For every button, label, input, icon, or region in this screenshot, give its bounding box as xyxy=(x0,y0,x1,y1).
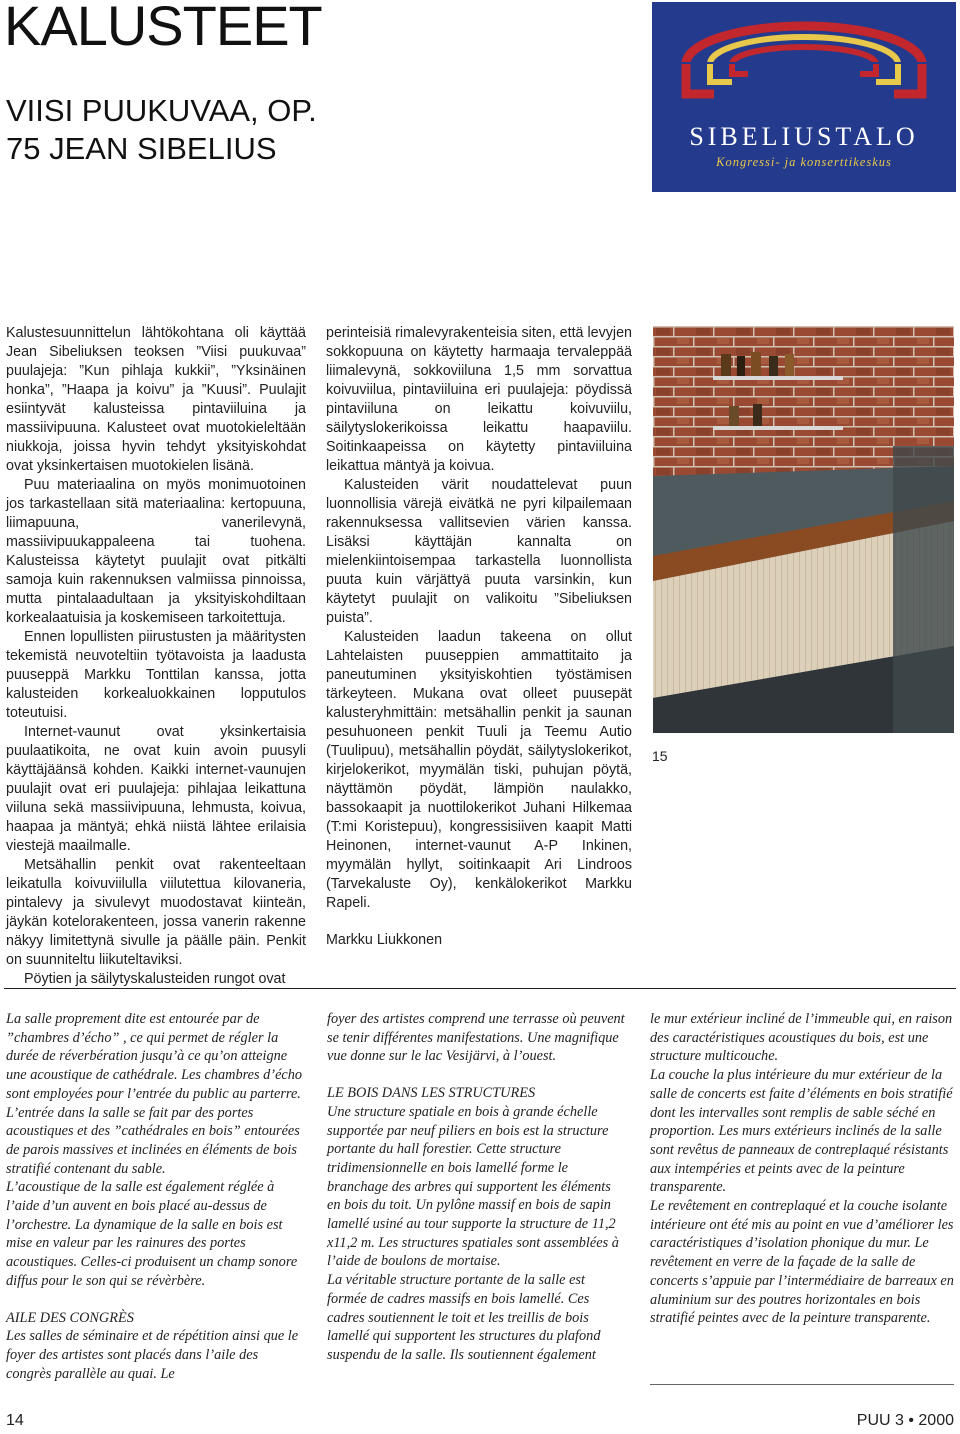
french-summary-column-3 xyxy=(650,1010,956,1328)
sibeliustalo-logo xyxy=(652,2,956,192)
paragraph: le mur extérieur incliné de l’immeuble qui, en raison des caractéristiques acoustiques du bois, est une structure multicouche. xyxy=(650,1011,953,1065)
section-heading: AILE DES CONGRÈS xyxy=(6,1309,134,1326)
page-subtitle: VIISI PUUKUVAA, OP. 75 JEAN SIBELIUS xyxy=(6,93,317,166)
end-rule xyxy=(650,1384,954,1385)
paragraph: Kalusteiden laadun takeena on ollut Lahtelaisten puuseppien ammattitaito ja paneutuminen yksityiskohtien työstämisen tärkeyteen. Mukana ovat olleet puusepät kalusteryhmittäin: metsähallin penkit ja saunan pesuhuoneen penkit Tuuli ja Teemu Autio (Tuulipuu), metsähallin pöydät, säilytyslokerikot, kirjelokerikot, myymälän tiski, puhujan pöytä, näyttämön pöydät, lämpiön naulakko, bassokaapit ja nuottilokerikot Juhani Hilkemaa (T:mi Koristepuu), kongressisiiven kaapit Matti Heinonen, internet-vaunut A-P Inkinen, myymälän hyllyt, soitinkaapit Ari Lindroos (Tarvekaluste Oy), kenkälokerikot Markku Rapeli. xyxy=(326,629,632,911)
publication-info: PUU 3 • 2000 xyxy=(856,1412,954,1429)
paragraph: Le revêtement en contreplaqué et la couche isolante intérieure ont été mis au point en vue d’améliorer les caractéristiques d’isolation phonique du mur. Le revêtement en verre de la façade de la salle de concerts s’appuie par l’intermédiaire de barreaux en aluminium sur des poutres horizontales en bois stratifié peintes avec de la peinture transparente. xyxy=(650,1198,954,1327)
finnish-article-column-2 xyxy=(326,324,632,950)
paragraph: Ennen lopullisten piirustusten ja määritysten tekemistä neuvoteltiin työtavoista ja laadusta puuseppä Markku Tonttilan kanssa, jotta kalusteiden korkealuokkainen lopputulos toteutuisi. xyxy=(6,629,306,721)
paragraph: Internet-vaunut ovat yksinkertaisia puulaatikoita, ne ovat kuin avoin puusyli käyttäjäänsä kohden. Kaikki internet-vaunujen puulajit ovat eri puulajeja: pihlajaa leikattuna viiluna sekä massiivipuuna, lehmusta, koivua, haapaa ja mäntyä; ehkä niistä lähtee erilaisia viestejä maailmalle. xyxy=(6,724,306,854)
section-heading: LE BOIS DANS LES STRUCTURES xyxy=(327,1085,536,1102)
french-summary-column-1 xyxy=(6,1010,304,1383)
paragraph: Kalustesuunnittelun lähtökohtana oli käyttää Jean Sibeliuksen teoksen ”Viisi puukuvaa” puulajeja: ”Kun pihlaja kukkii”, ”Yksinäinen honka”, ”Haapa ja koivu” ja ”Kuusi”. Puulajit esiintyvät kalusteissa pintaviiluina ja massiivipuuna. Kalusteet ovat muotokieleltään niukkoja, joissa hyvin tehdyt yksityiskohdat ovat yksinkertaisen muotokielen lisänä. xyxy=(6,325,306,474)
paragraph: La véritable structure portante de la salle est formée de cadres massifs en bois lamellé. Ces cadres soutiennent le toit et les treillis de bois lamellé qui supportent les structures du plafond suspendu de la salle. Ils soutiennent également xyxy=(327,1272,601,1363)
page-title: KALUSTEET xyxy=(4,0,322,57)
paragraph: Puu materiaalina on myös monimuotoinen jos tarkastellaan sitä materiaalina: kertopuuna, liimapuuna, vanerilevynä, massiivipuukappaleena tai tuohena. Kalusteissa käytetyt puulajit ovat pitkälti samoja kuin rakennuksen valmiissa pinnoissa, mutta pintalaadultaan ja yksityiskohdiltaan korkealaatuisia ja koskemiseen tarkoitettuja. xyxy=(6,477,306,626)
paragraph: foyer des artistes comprend une terrasse où peuvent se tenir différentes manifestations. Une magnifique vue donne sur le lac Vesijärvi, à l’ouest. xyxy=(327,1011,625,1065)
logo-tagline: Kongressi- ja konserttikeskus xyxy=(716,155,892,169)
french-summary-column-2 xyxy=(327,1010,627,1365)
paragraph: La couche la plus intérieure du mur extérieur de la salle de concerts est faite d’éléments en bois stratifié dont les intervalles sont remplis de sable séché en proportion. Les murs extérieurs inclinés de la salle sont revêtus de panneaux de contreplaqué résistants aux intempéries et peints avec de la peinture transparente. xyxy=(650,1067,953,1196)
article-author: Markku Liukkonen xyxy=(326,932,443,948)
page-number: 14 xyxy=(6,1412,24,1429)
paragraph: Metsähallin penkit ovat rakenteeltaan leikatulla koivuviilulla viilutettua kilovaneria, pintalevy ja sivulevyt muodostavat kiinteän, jäykän kotelorakenteen, jossa vanerin rakenne näkyy limitettynä sivulle ja päälle päin. Penkit on suunniteltu liikuteltaviksi. xyxy=(6,857,306,968)
paragraph: Kalusteiden värit noudattelevat puun luonnollisia värejä eivätkä ne pyri kilpailemaan rakennuksessa vallitsevien värien kanssa. Lisäksi käyttäjän kannalta on mielenkiintoisempaa tarkastella luonnollista puuta kuin värjättyä puuta varsinkin, kun käytetyt puulajit on valikoitu ”Sibeliuksen puista”. xyxy=(326,477,632,626)
paragraph: perinteisiä rimalevyrakenteisia siten, että levyjen sokkopuuna on käytetty harmaaja tervaleppää liimalevynä, sokkoviiluna 1,5 mm sorvattua koivuviilua, pintaviiluina eri puulajeja: pöydissä pintaviiluna on leikattu koivuviilu, säilytyslokerikoissa leikattu haapaviilu. Soitinkaapeissa on käytetty pintaviiluina leikattua mäntyä ja koivua. xyxy=(326,325,632,474)
paragraph: L’acoustique de la salle est également réglée à l’aide d’un auvent en bois placé au-dessus de l’orchestre. La dynamique de la salle en bois est mise en valeur par les rainures des portes acoustiques. Celles-ci produisent un champ sonore diffus pour le son qui se révèrbère. xyxy=(6,1179,298,1289)
paragraph: Pöytien ja säilytyskalusteiden rungot ovat xyxy=(24,971,286,987)
page-marker: 15 xyxy=(652,748,668,764)
section-divider xyxy=(4,988,956,989)
logo-name: SIBELIUSTALO xyxy=(689,122,919,151)
finnish-article-column-1 xyxy=(6,324,306,989)
paragraph: Une structure spatiale en bois à grande échelle supportée par neuf piliers en bois est la structure portante du hall forestier. Cette structure tridimensionnelle en bois lamellé forme le branchage des arbres qui supportent les éléments en bois du toit. Un pylône massif en bois de sapin lamellé usiné au tour supporte la structure de 11,2 x11,2 m. Les structures spatiales sont assemblées à l’aide de boulons de mortaise. xyxy=(327,1103,619,1270)
paragraph: Les salles de séminaire et de répétition ainsi que le foyer des artistes sont placés dans l’aile des congrès parallèle au quai. Le xyxy=(6,1328,299,1382)
paragraph: La salle proprement dite est entourée par de ”chambres d’écho” , ce qui permet de régler la durée de réverbération jusqu’à ce qu’on atteigne une acoustique de cathédrale. Les chambres d’écho sont employées pour l’entrée du public au parterre. L’entrée dans la salle se fait par des portes acoustiques et des ”cathédrales en bois” entourées de parois massives et inclinées en éléments de bois stratifié contenant du sable. xyxy=(6,1011,303,1177)
bar-counter-photo xyxy=(653,326,954,733)
